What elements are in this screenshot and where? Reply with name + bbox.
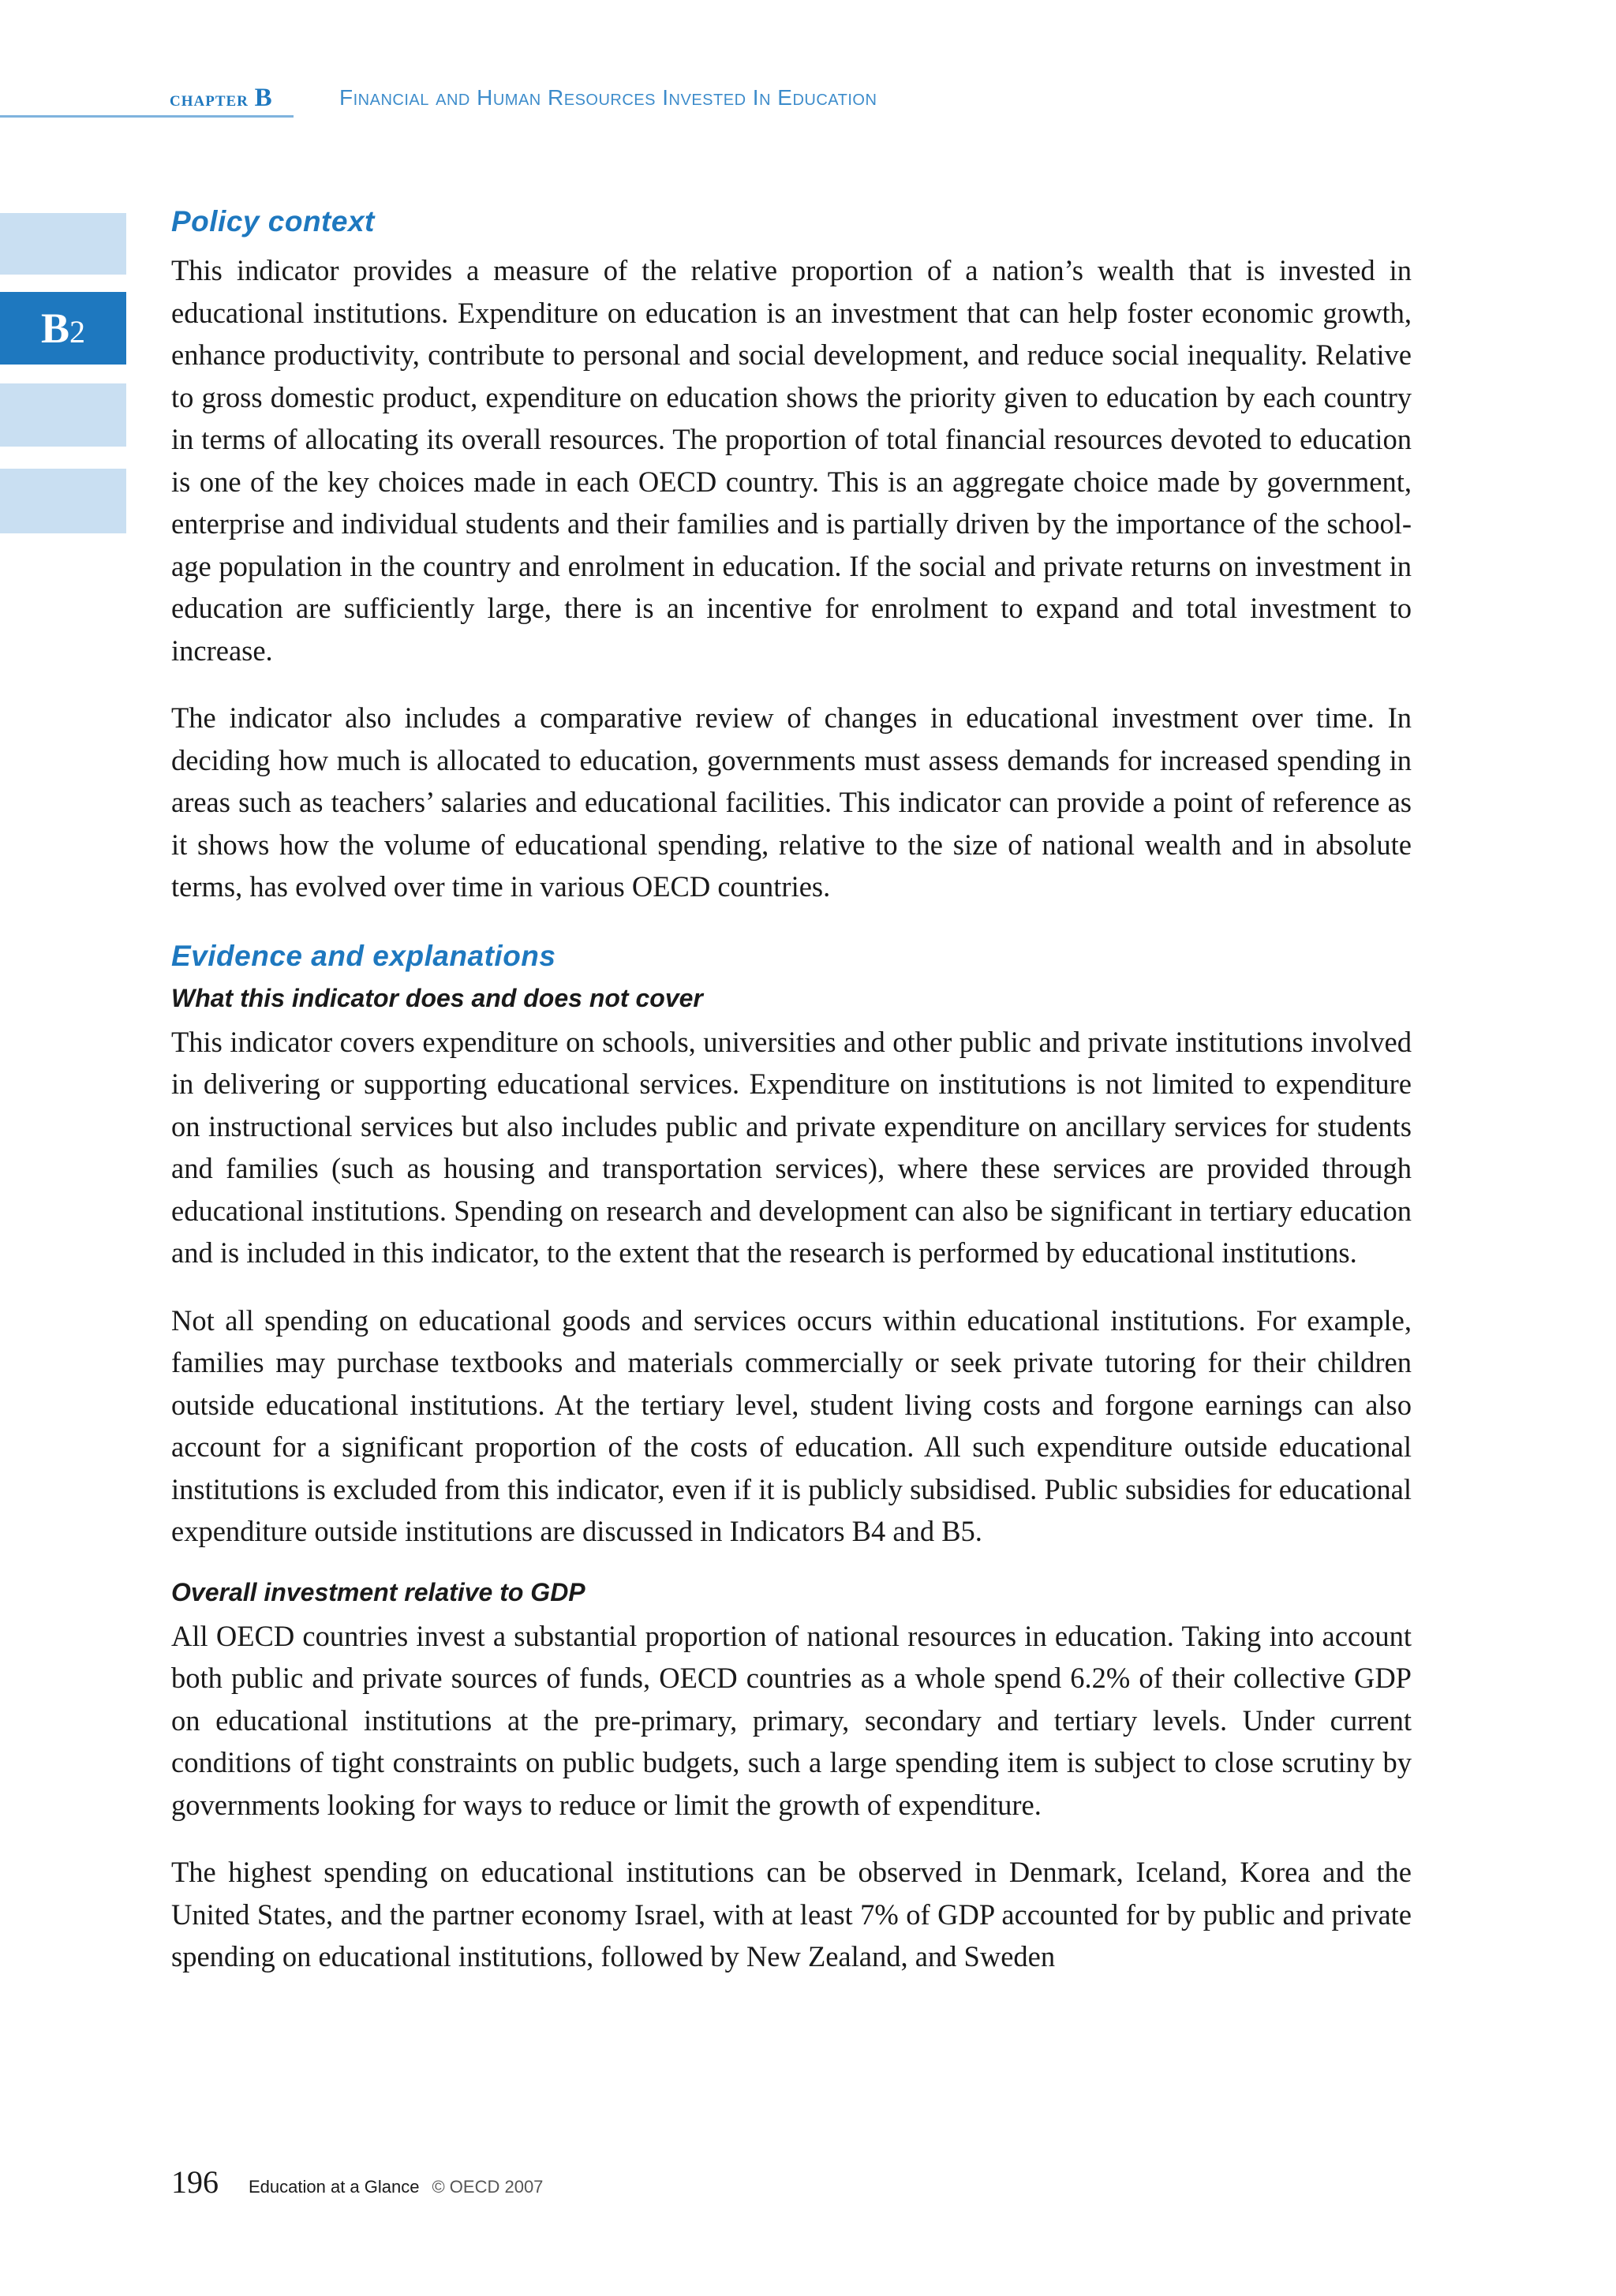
main-content: [171, 205, 1412, 2003]
chapter-letter: B: [254, 84, 273, 112]
side-tab-letter: B: [40, 305, 70, 352]
coverage-paragraph: Not all spending on educational goods and services occurs within educational institutions. For example, families may purchase textbooks and materials commercially or seek private tutoring for their children outside educational institutions. At the tertiary level, student living costs and forgone earnings can also account for a significant proportion of the costs of education. All such expenditure outside educational institutions is excluded from this indicator, even if it is publicly subsidised. Public subsidies for educational expenditure outside institutions are discussed in Indicators B4 and B5.: [171, 1303, 1412, 1547]
overall-investment-subheading: Overall investment relative to GDP: [171, 1577, 585, 1606]
publication-title: Education at a Glance: [249, 2177, 420, 2197]
header-rule: [0, 115, 294, 118]
chapter-word: chapter: [170, 87, 249, 110]
policy-context-heading: Policy context: [171, 205, 375, 237]
side-tab-number: 2: [69, 313, 86, 350]
copyright-notice: © OECD 2007: [432, 2177, 544, 2197]
page-footer: [171, 2163, 543, 2201]
side-tab-b3: [0, 383, 126, 447]
side-tab-b4: [0, 469, 126, 533]
side-tab-b2-active: [0, 292, 126, 365]
coverage-subheading: What this indicator does and does not cover: [171, 983, 703, 1012]
chapter-title: Financial and Human Resources Invested In Education: [339, 85, 877, 110]
overall-paragraph: All OECD countries invest a substantial proportion of national resources in education. Taking into account both public and private sources of funds, OECD countries as a whole spend 6.2% of their collective GDP on educational institutions at the pre-primary, primary, secondary and tertiary levels. Under current conditions of tight constraints on public budgets, such a large spending item is subject to close scrutiny by governments looking for ways to reduce or limit the growth of expenditure.: [171, 1619, 1412, 1821]
evidence-heading: Evidence and explanations: [171, 939, 556, 972]
chapter-label: [170, 84, 273, 113]
page-number: 196: [171, 2164, 219, 2200]
policy-paragraph: This indicator provides a measure of the relative proportion of a nation’s wealth that is invested in educational institutions. Expenditure on education is an investment that can help foster economic growth, enhance productivity, contribute to personal and social development, and reduce social inequality. Relative to gross domestic product, expenditure on education shows the priority given to education by each country in terms of allocating its overall resources. The proportion of total financial resources devoted to education is one of the key choices made in each OECD country. This is an aggregate choice made by government, enterprise and individual students and their families and is partially driven by the importance of the school-age population in the country and enrolment in education. If the social and private returns on investment in education are sufficiently large, there is an incentive for enrolment to expand and total investment to increase.: [171, 254, 1412, 667]
coverage-paragraph: This indicator covers expenditure on schools, universities and other public and private institutions involved in delivering or supporting educational services. Expenditure on institutions is not limited to expenditure on instructional services but also includes public and private expenditure on ancillary services for students and families (such as housing and transportation services), where these services are provided through educational institutions. Spending on research and development can also be significant in tertiary education and is included in this indicator, to the extent that the research is performed by educational institutions.: [171, 1025, 1412, 1269]
overall-paragraph: The highest spending on educational institutions can be observed in Denmark, Iceland, Korea and the United States, and the partner economy Israel, with at least 7% of GDP accounted for by public and private spending on educational institutions, followed by New Zealand, and Sweden: [171, 1856, 1412, 1973]
policy-paragraph: The indicator also includes a comparative review of changes in educational investment over time. In deciding how much is allocated to education, governments must assess demands for increased spending in areas such as teachers’ salaries and educational facilities. This indicator can provide a point of reference as it shows how the volume of educational spending, relative to the size of national wealth and in absolute terms, has evolved over time in various OECD countries.: [171, 701, 1412, 903]
side-tab-b1: [0, 213, 126, 275]
